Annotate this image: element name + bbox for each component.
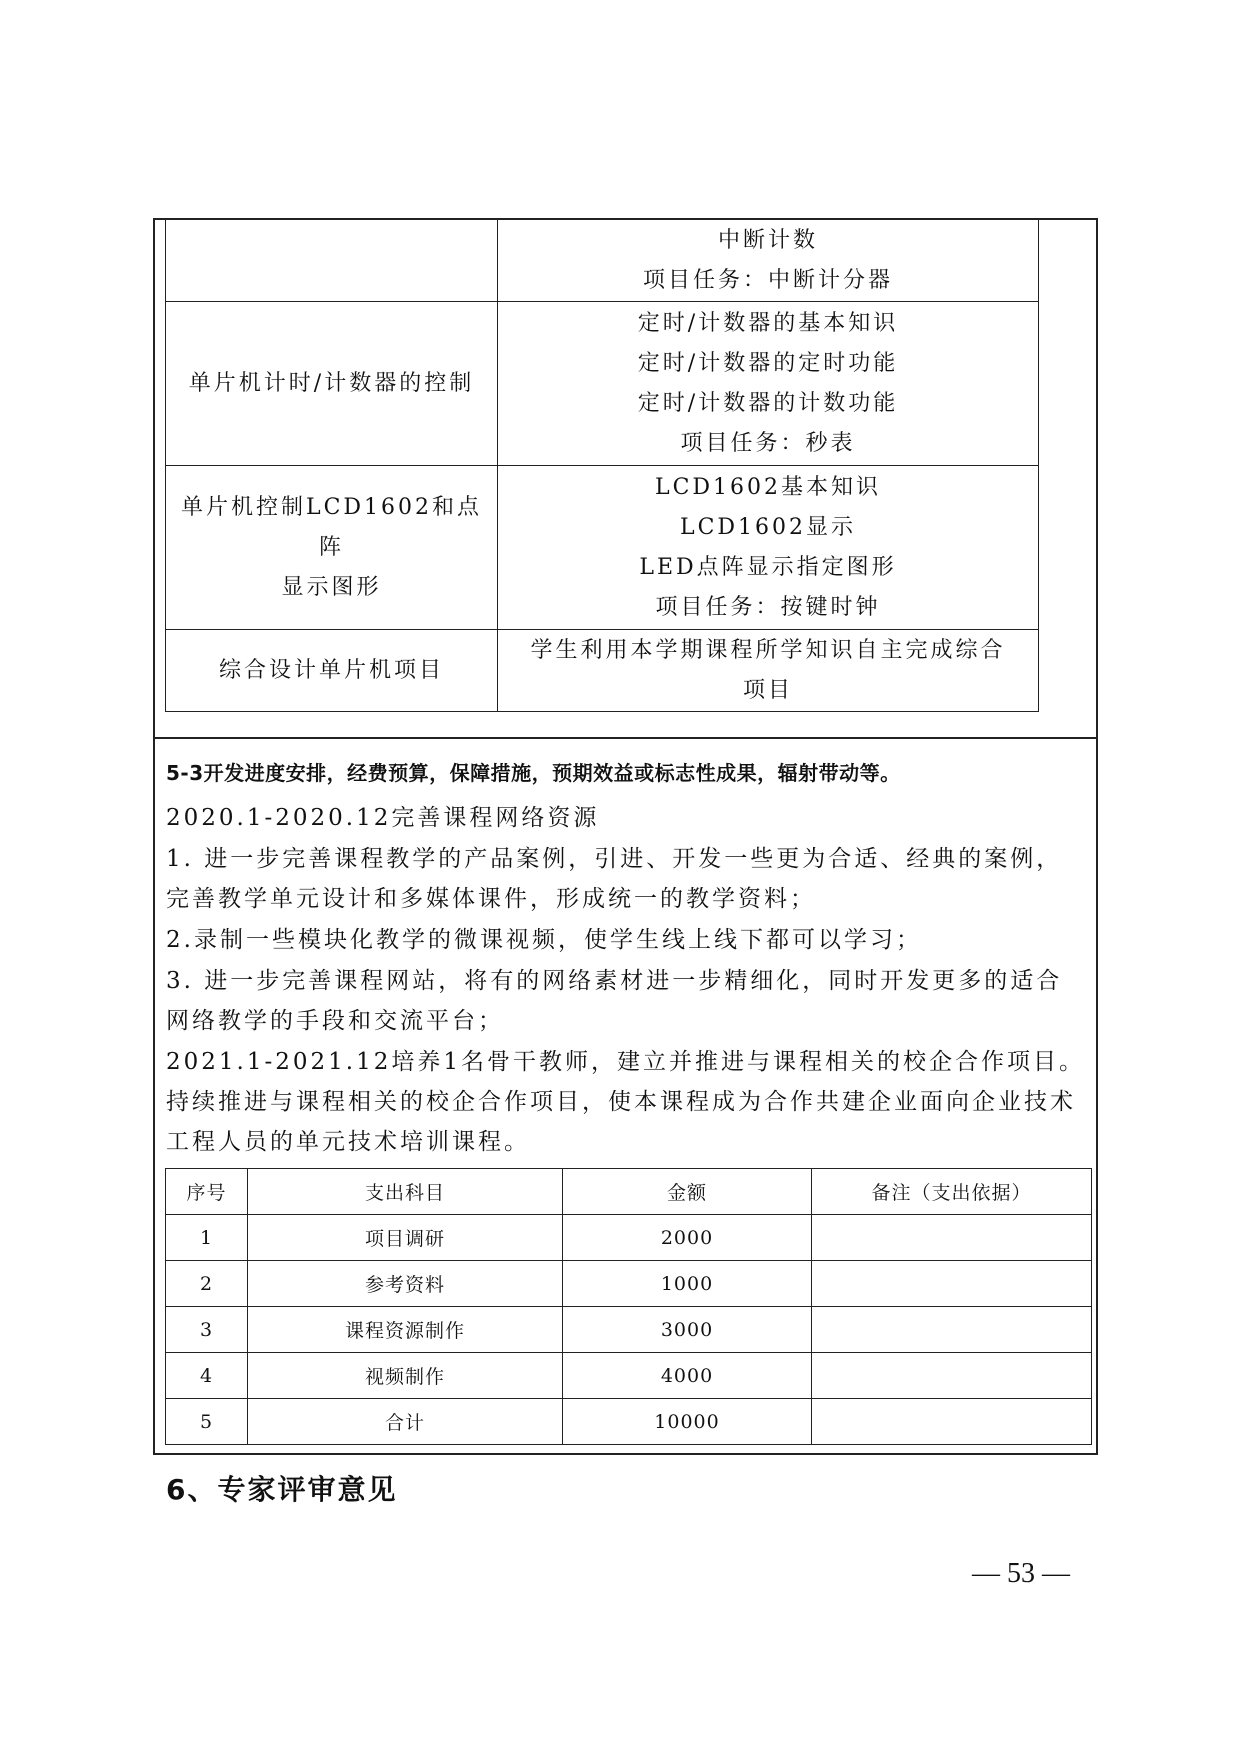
page-number: — 53 — (972, 1558, 1070, 1589)
table-cell: 4000 (563, 1353, 812, 1399)
item-line: 中断计数 (717, 227, 818, 253)
items-cell (498, 220, 1039, 302)
item-line: 项目 (742, 677, 793, 703)
topic-cell (166, 220, 498, 302)
table-cell: 项目调研 (248, 1215, 563, 1261)
table-row (166, 1307, 1092, 1353)
item-line: 学生利用本学期课程所学知识自主完成综合 (530, 637, 1006, 663)
item-line: LED点阵显示指定图形 (639, 554, 897, 580)
table-cell (812, 1399, 1092, 1445)
item-line: 项目任务：按键时钟 (655, 594, 881, 620)
table-row (166, 302, 1039, 466)
table-cell: 参考资料 (248, 1261, 563, 1307)
table-cell: 3000 (563, 1307, 812, 1353)
paragraph: 1. 进一步完善课程教学的产品案例，引进、开发一些更为合适、经典的案例，完善教学单元设计和多媒体课件，形成统一的教学资料； (166, 846, 1063, 912)
item-line: 定时/计数器的基本知识 (637, 310, 899, 336)
paragraph: 3. 进一步完善课程网站，将有的网络素材进一步精细化，同时开发更多的适合网络教学的手段和交流平台； (166, 968, 1063, 1034)
section-title: 5-3开发进度安排，经费预算，保障措施，预期效益或标志性成果，辐射带动等。 (166, 761, 901, 785)
table-cell: 5 (166, 1399, 248, 1445)
table-cell (812, 1353, 1092, 1399)
column-header: 备注（支出依据） (812, 1169, 1092, 1215)
topic-line: 单片机控制LCD1602和点阵 (180, 494, 483, 560)
table-cell: 10000 (563, 1399, 812, 1445)
table-cell (812, 1261, 1092, 1307)
budget-table (165, 1168, 1092, 1445)
topic-line: 显示图形 (281, 574, 382, 600)
table-cell: 2000 (563, 1215, 812, 1261)
item-line: 定时/计数器的计数功能 (637, 390, 899, 416)
item-line: LCD1602显示 (679, 514, 857, 540)
paragraph: 2021.1-2021.12培养1名骨干教师，建立并推进与课程相关的校企合作项目。持续推进与课程相关的校企合作项目，使本课程成为合作共建企业面向企业技术工程人员的单元技术培训课程。 (166, 1049, 1085, 1155)
item-line: 项目任务：中断计分器 (642, 267, 893, 293)
item-line: 项目任务：秒表 (680, 430, 856, 456)
table-row (166, 1399, 1092, 1445)
table-row (166, 1261, 1092, 1307)
table-cell: 2 (166, 1261, 248, 1307)
table-row (166, 466, 1039, 630)
topic-cell: 综合设计单片机项目 (166, 630, 498, 712)
table-cell: 视频制作 (248, 1353, 563, 1399)
topic-cell (166, 466, 498, 630)
course-content-table (165, 219, 1039, 712)
column-header: 支出科目 (248, 1169, 563, 1215)
table-row (166, 1215, 1092, 1261)
table-row (166, 630, 1039, 712)
table-cell: 3 (166, 1307, 248, 1353)
table-cell: 课程资源制作 (248, 1307, 563, 1353)
table-cell: 1000 (563, 1261, 812, 1307)
table-cell: 1 (166, 1215, 248, 1261)
paragraph: 2.录制一些模块化教学的微课视频，使学生线上线下都可以学习； (166, 927, 922, 953)
table-cell: 4 (166, 1353, 248, 1399)
table-row (166, 1353, 1092, 1399)
table-row (166, 220, 1039, 302)
items-cell (498, 302, 1039, 466)
item-line: LCD1602基本知识 (654, 474, 882, 500)
section-heading: 6、专家评审意见 (166, 1473, 398, 1506)
table-cell (812, 1307, 1092, 1353)
table-cell (812, 1215, 1092, 1261)
paragraph: 2020.1-2020.12完善课程网络资源 (166, 805, 600, 831)
table-cell: 合计 (248, 1399, 563, 1445)
column-header: 金额 (563, 1169, 812, 1215)
items-cell (498, 630, 1039, 712)
frame-divider (153, 737, 1098, 739)
column-header: 序号 (166, 1169, 248, 1215)
table-header-row (166, 1169, 1092, 1215)
item-line: 定时/计数器的定时功能 (637, 350, 899, 376)
items-cell (498, 466, 1039, 630)
topic-cell: 单片机计时/计数器的控制 (166, 302, 498, 466)
